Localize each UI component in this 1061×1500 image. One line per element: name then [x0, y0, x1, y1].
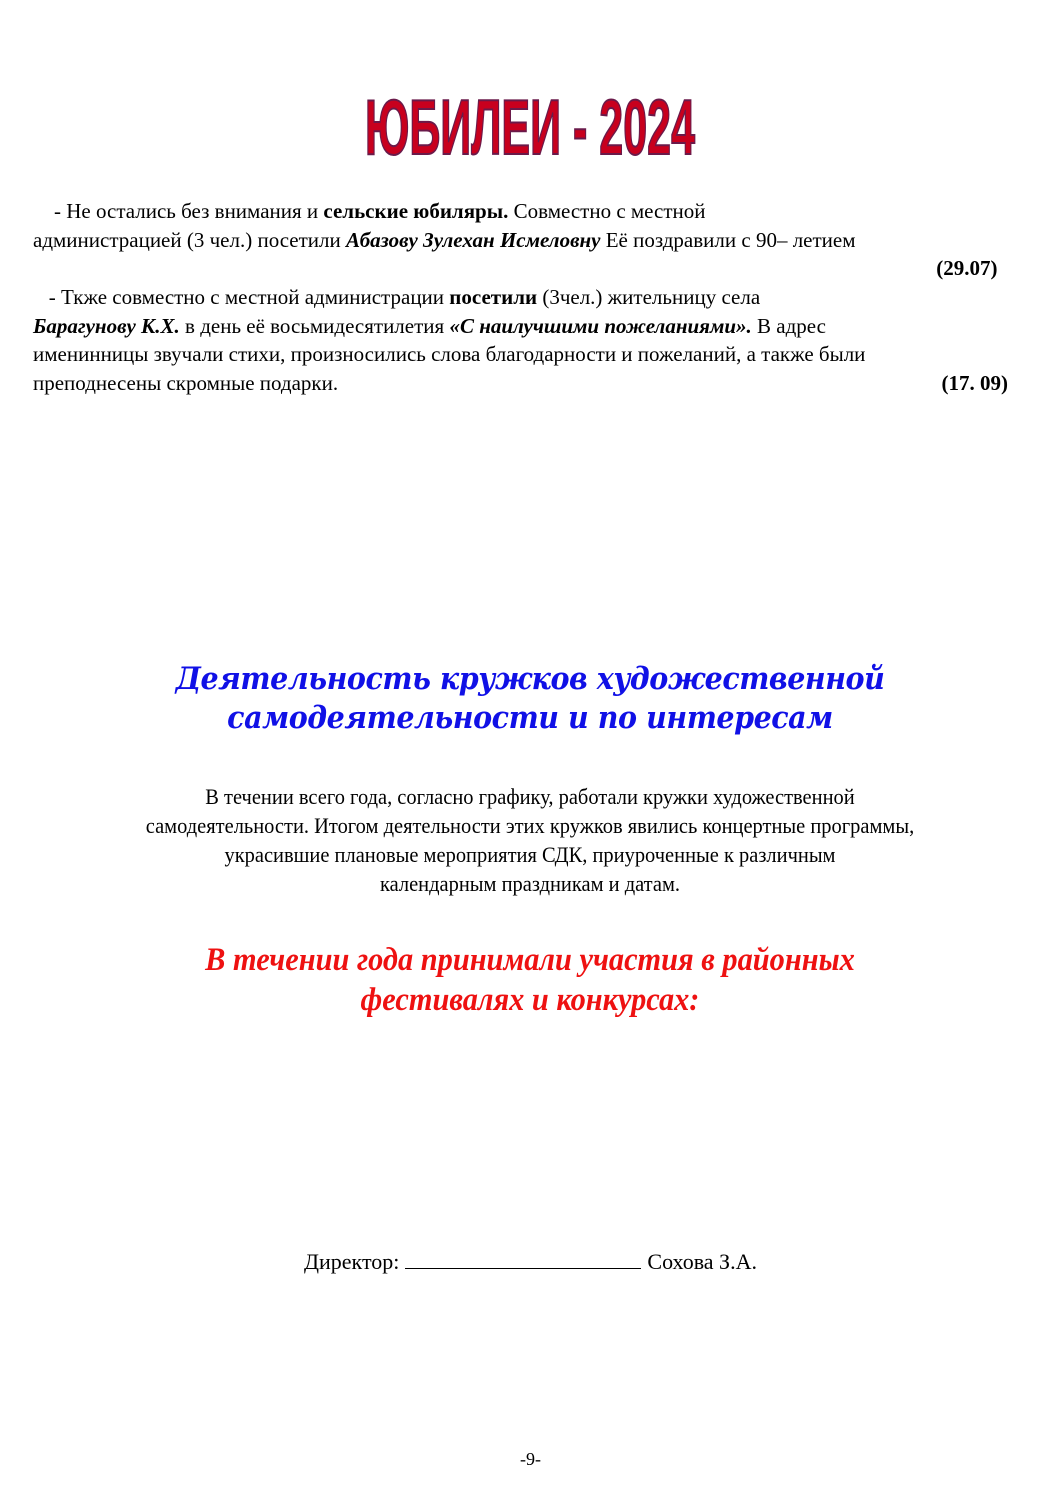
- p2-person-name: Барагунову К.Х.: [33, 313, 180, 338]
- section-body: [74, 782, 985, 898]
- p2-date: (17. 09): [941, 370, 1008, 395]
- signature-block: [0, 1248, 1061, 1276]
- p2-line2: [33, 312, 1008, 341]
- section-body-line: украсившие плановые мероприятия СДК, приуроченные к различным: [224, 842, 836, 867]
- p1-line2-suffix: Её поздравили с 90– летием: [600, 227, 856, 252]
- p2-line1-prefix: - Ткже совместно с местной администрации: [48, 285, 450, 309]
- p1-line1: [33, 197, 1008, 226]
- section-body-line: В течении всего года, согласно графику, работали кружки художественной: [205, 784, 855, 809]
- p2-line1: [33, 283, 1008, 312]
- p1-line2: [33, 226, 1008, 255]
- p1-person-name: Абазову Зулехан Исмеловну: [346, 227, 601, 252]
- p1-date: (29.07): [936, 256, 998, 280]
- signature-label: Директор:: [304, 1249, 400, 1274]
- p2-line4-text: преподнесены скромные подарки.: [33, 370, 339, 395]
- section-body-line: самодеятельности. Итогом деятельности этих кружков явились концертные программы,: [145, 813, 915, 838]
- wordart-title-text: ЮБИЛЕИ - 2024: [365, 83, 695, 171]
- p2-line1-suffix: (3чел.) жительницу села: [537, 285, 761, 309]
- section-body-line: календарным праздникам и датам.: [379, 871, 681, 896]
- festivals-heading-line2: фестивалях и конкурсах:: [360, 982, 700, 1018]
- p2-event-name: «С наилучшими пожеланиями».: [449, 313, 752, 338]
- p1-line2-prefix: администрацией (3 чел.) посетили: [33, 227, 347, 252]
- page-number: -9-: [520, 1449, 541, 1469]
- p1-text-suffix: Совместно с местной: [508, 199, 706, 223]
- signature-line: [405, 1250, 641, 1269]
- section-heading-clubs: [134, 660, 925, 738]
- festivals-heading: [116, 940, 944, 1020]
- section-heading-line1: Деятельность кружков художественной: [175, 661, 885, 697]
- p1-bold: сельские юбиляры.: [323, 199, 509, 223]
- p2-line3: именинницы звучали стихи, произносились слова благодарности и пожеланий, а также были: [33, 342, 866, 366]
- p2-line1-bold: посетили: [449, 285, 538, 309]
- p2-line2-suffix: В адрес: [751, 313, 826, 338]
- wordart-title-graphic: [340, 82, 720, 172]
- p1-text: - Не остались без внимания и: [54, 199, 324, 223]
- signature-name: Сохова З.А.: [647, 1249, 757, 1274]
- paragraph-visit: [33, 283, 1008, 397]
- p2-line4: [33, 369, 1008, 398]
- p2-line2-middle: в день её восьмидесятилетия: [179, 313, 450, 338]
- p1-line3: [33, 254, 1008, 283]
- section-heading-line2: самодеятельности и по интересам: [227, 700, 833, 736]
- paragraph-rural-jubilees: [33, 197, 1008, 283]
- festivals-heading-line1: В течении года принимали участия в районных: [205, 942, 855, 978]
- wordart-title: [340, 82, 720, 172]
